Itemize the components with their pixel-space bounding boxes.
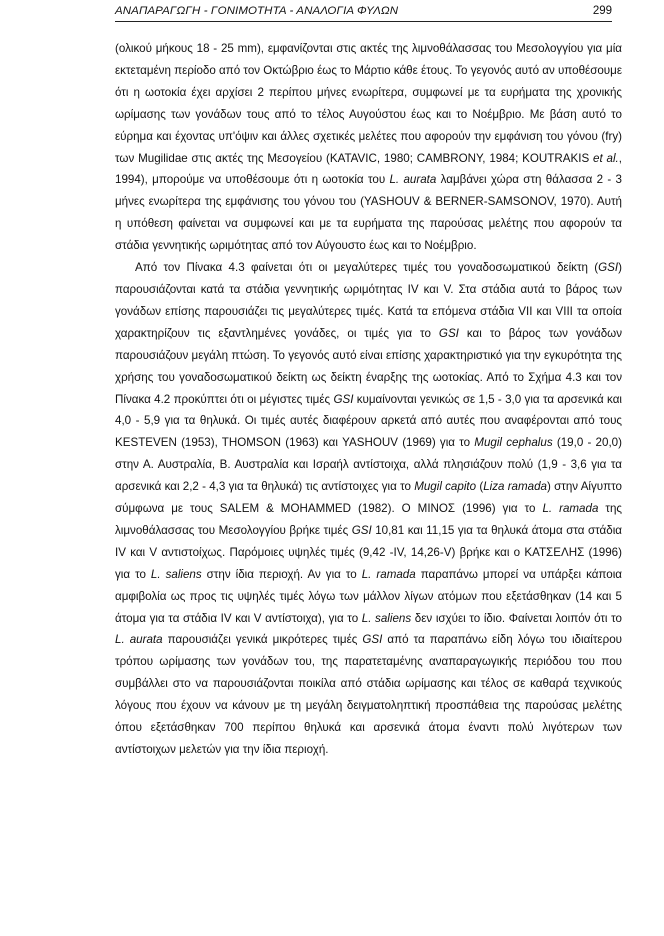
text-run: και το βάρος των γονάδων παρουσιάζουν μεγάλη πτώση. Το γεγονός αυτό είναι επίσης χαρακτηριστικό για την εγκυρότητα της χρήσης του γοναδοσωματικού δείκτη ως δείκτη έναρξης της ωοτοκίας. Από το Σχήμα 4.3 και τον Πίνακα 4.2 προκύπτει ότι οι μέγιστες τιμές [115, 326, 622, 406]
paragraph [115, 38, 622, 257]
running-title: ΑΝΑΠΑΡΑΓΩΓΗ - ΓΟΝΙΜΟΤΗΤΑ - ΑΝΑΛΟΓΙΑ ΦΥΛΩΝ [115, 5, 399, 17]
text-run: από τα παραπάνω είδη λόγω του ιδιαίτερου τρόπου ωρίμασης των γονάδων του, της παρατεταμένης αναπαραγωγικής περιόδου του που συμβάλλει στο να παρουσιάζονται ποικίλα από στάδια ωρίμασης και τέλος σε καθαρά τεχνικούς λόγους που έχουν να κάνουν με τη μεγάλη δειγματοληπτική προσπάθεια της παρούσας μελέτης όπου εξετάσθηκαν 700 περίπου θηλυκά και αρσενικά άτομα έναντι πολύ λιγότερων των αντίστοιχων μελετών για την ίδια περιοχή. [115, 633, 622, 756]
italic-text: L. ramada [542, 502, 599, 516]
text-run: λαμβάνει χώρα στη θάλασσα 2 - 3 μήνες ενωρίτερα της εμφάνισης του γόνου του (YASHOUV & BERNER-SAMSONOV, 1970). Αυτή η υπόθεση φαίνεται να συμφωνεί και με τα ευρήματα της παρούσας μελέτης που αφορούν τα στάδια γεννητικής ωριμότητας από τον Αύγουστο έως και το Νοέμβριο. [115, 173, 622, 253]
page-header [115, 5, 612, 22]
text-run: ( [476, 480, 484, 494]
text-run: Από τον Πίνακα 4.3 φαίνεται ότι οι μεγαλύτερες τιμές του γοναδοσωματικού δείκτη ( [135, 261, 599, 275]
text-run: δεν ισχύει το ίδιο. Φαίνεται λοιπόν ότι το [411, 611, 622, 625]
text-run: ) στην Αίγυπτο σύμφωνα με τους SALEM & MOHAMMED (1982). Ο ΜΙΝΟΣ (1996) για το [115, 480, 623, 516]
italic-text: L. saliens [150, 567, 202, 581]
italic-text: L. ramada [361, 567, 416, 581]
text-run: , 1994), μπορούμε να υποθέσουμε ότι η ωοτοκία του [115, 151, 622, 187]
italic-text: GSI [362, 633, 383, 647]
text-run: παρουσιάζει γενικά μικρότερες τιμές [162, 633, 363, 647]
text-run: στην ίδια περιοχή. Αν για το [201, 567, 362, 581]
text-run: (ολικού μήκους 18 - 25 mm), εμφανίζονται στις ακτές της λιμνοθάλασσας του Μεσολογγίου για μία εκτεταμένη περίοδο από τον Οκτώβριο έως το Μάρτιο κάθε έτους. Το γεγονός αυτό αν υποθέσουμε ότι η ωοτοκία έχει αρχίσει 2 περίπου μήνες ενωρίτερα, συμφωνεί με τα ευρήματα της χρονικής ωρίμασης των γονάδων τους από το τέλος Αυγούστου έως και το Νοέμβριο. Με βάση αυτό το εύρημα και έχοντας υπ'όψιν και άλλες σχετικές μελέτες που αφορούν την εμφάνιση του γόνου (fry) των Mugilidae στις ακτές της Μεσογείου (KATAVIC, 1980; CAMBRONY, 1984; KOUTRAKIS [115, 42, 622, 165]
italic-text: GSI [438, 326, 459, 340]
italic-text: GSI [598, 261, 619, 275]
body-text [115, 38, 622, 761]
text-run: της λιμνοθάλασσας του Μεσολογγίου βρήκε τιμές [115, 502, 622, 537]
italic-text: et al. [593, 151, 619, 165]
italic-text: L. saliens [361, 611, 412, 625]
text-run: παραπάνω μπορεί να υπάρξει κάποια αμφιβολία ως προς τις υψηλές τιμές λόγω των μάλλον λίγων ατόμων που εξετάσθηκαν (14 και 5 άτομα για τα στάδια IV και V αντίστοιχα), για το [115, 567, 622, 625]
text-run: 10,81 και 11,15 για τα θηλυκά άτομα στα στάδια IV και V αντιστοίχως. Παρόμοιες υψηλές τιμές (9,42 -IV, 14,26-V) βρήκε και ο ΚΑΤΣΕΛΗΣ (1996) για το [115, 523, 622, 581]
italic-text: L. aurata [389, 173, 437, 187]
italic-text: L. aurata [115, 633, 163, 647]
italic-text: Mugil cephalus [474, 436, 553, 450]
text-run: κυμαίνονται γενικώς σε 1,5 - 3,0 για τα αρσενικά και 4,0 - 5,9 για τα θηλυκά. Οι τιμές αυτές διαφέρουν αρκετά από αυτές που αναφέρονται από τους KESTEVEN (1953), THOMSON (1963) και YASHOUV (1969) για το [115, 392, 622, 450]
italic-text: Liza ramada [483, 480, 548, 494]
italic-text: GSI [333, 392, 354, 406]
text-run: ) παρουσιάζονται κατά τα στάδια γεννητικής ωριμότητας IV και V. Στα στάδια αυτά το βάρος των γονάδων επίσης παρουσιάζει τις μεγαλύτερες τιμές. Κατά τα επόμενα στάδια VII και VIII τα οποία χαρακτηρίζουν τις εξαντλημένες γονάδες, οι τιμές για το [115, 261, 622, 340]
page-number: 299 [592, 5, 612, 17]
paragraph [115, 257, 622, 761]
italic-text: Mugil capito [414, 480, 477, 494]
text-run: (19,0 - 20,0) στην Α. Αυστραλία, Β. Αυστραλία και Ισραήλ αντίστοιχα, αλλά πλησιάζουν πολύ (1,9 - 3,6 για τα αρσενικά και 2,2 - 4,3 για τα θηλυκά) τις αντίστοιχες για το [115, 436, 622, 494]
italic-text: GSI [351, 523, 372, 537]
